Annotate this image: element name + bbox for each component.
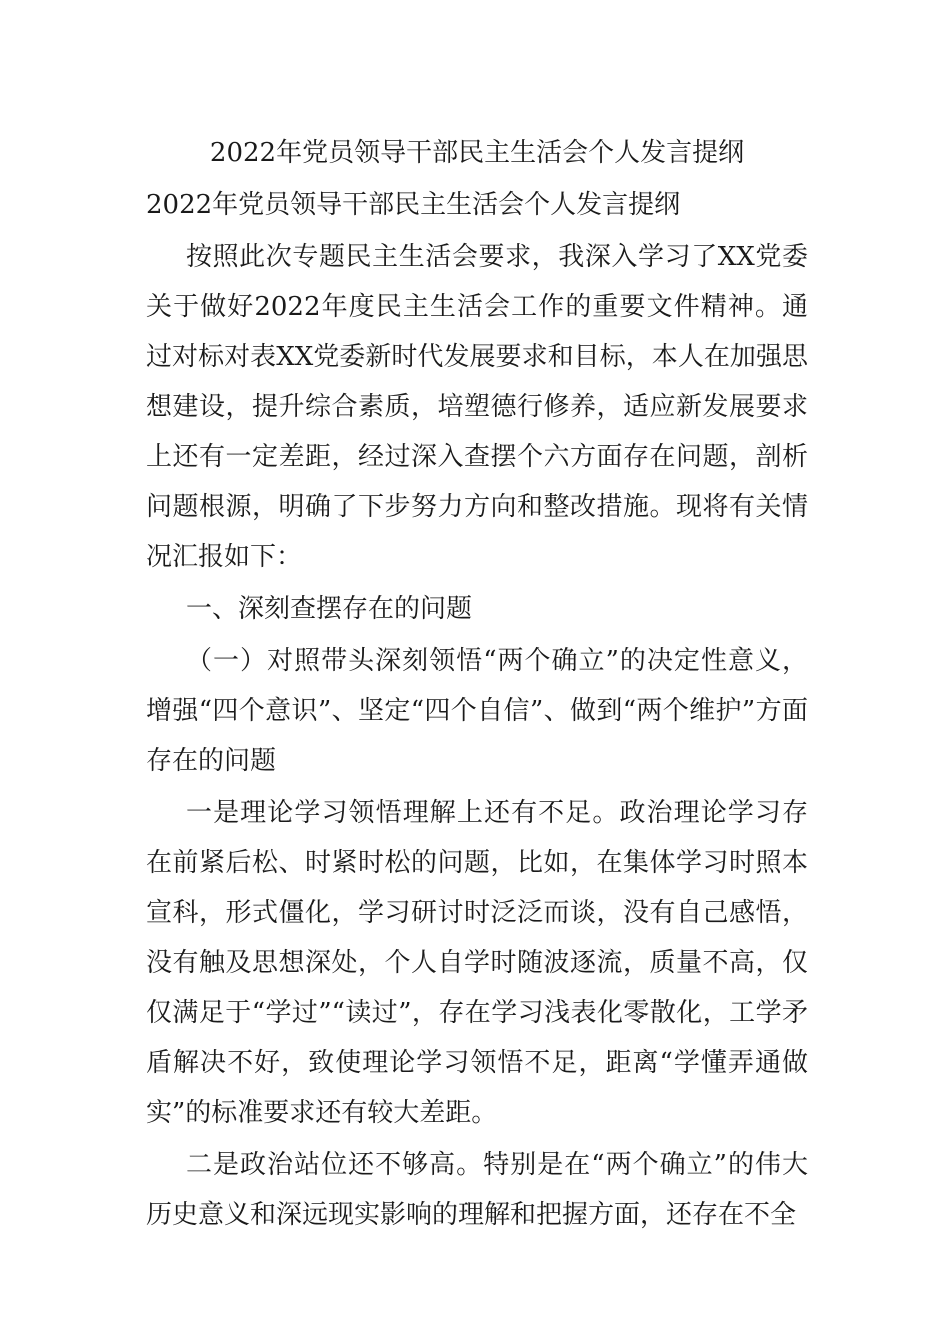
document-subtitle: 2022年党员领导干部民主生活会个人发言提纲 [146, 190, 681, 220]
section-heading: 一、深刻查摆存在的问题 [186, 594, 473, 624]
intro-paragraph: 按照此次专题民主生活会要求，我深入学习了XX党委关于做好2022年度民主生活会工作的重要文件精神。通过对标对表XX党委新时代发展要求和目标，本人在加强思想建设，提升综合素质，培塑德行修养，适应新发展要求上还有一定差距，经过深入查摆个六方面存在问题，剖析问题根源，明确了下步努力方向和整改措施。现将有关情况汇报如下： [146, 242, 808, 572]
subsection-heading: （一）对照带头深刻领悟“两个确立”的决定性意义，增强“四个意识”、坚定“四个自信”、做到“两个维护”方面存在的问题 [146, 646, 808, 776]
document-title: 2022年党员领导干部民主生活会个人发言提纲 [209, 138, 745, 168]
point-two-paragraph: 二是政治站位还不够高。特别是在“两个确立”的伟大历史意义和深远现实影响的理解和把握方面，还存在不全 [146, 1150, 808, 1230]
point-one-paragraph: 一是理论学习领悟理解上还有不足。政治理论学习存在前紧后松、时紧时松的问题，比如，在集体学习时照本宣科，形式僵化，学习研讨时泛泛而谈，没有自己感悟，没有触及思想深处，个人自学时随波逐流，质量不高，仅仅满足于“学过”“读过”，存在学习浅表化零散化，工学矛盾解决不好，致使理论学习领悟不足，距离“学懂弄通做实”的标准要求还有较大差距。 [146, 798, 808, 1128]
document-body [146, 128, 808, 1240]
